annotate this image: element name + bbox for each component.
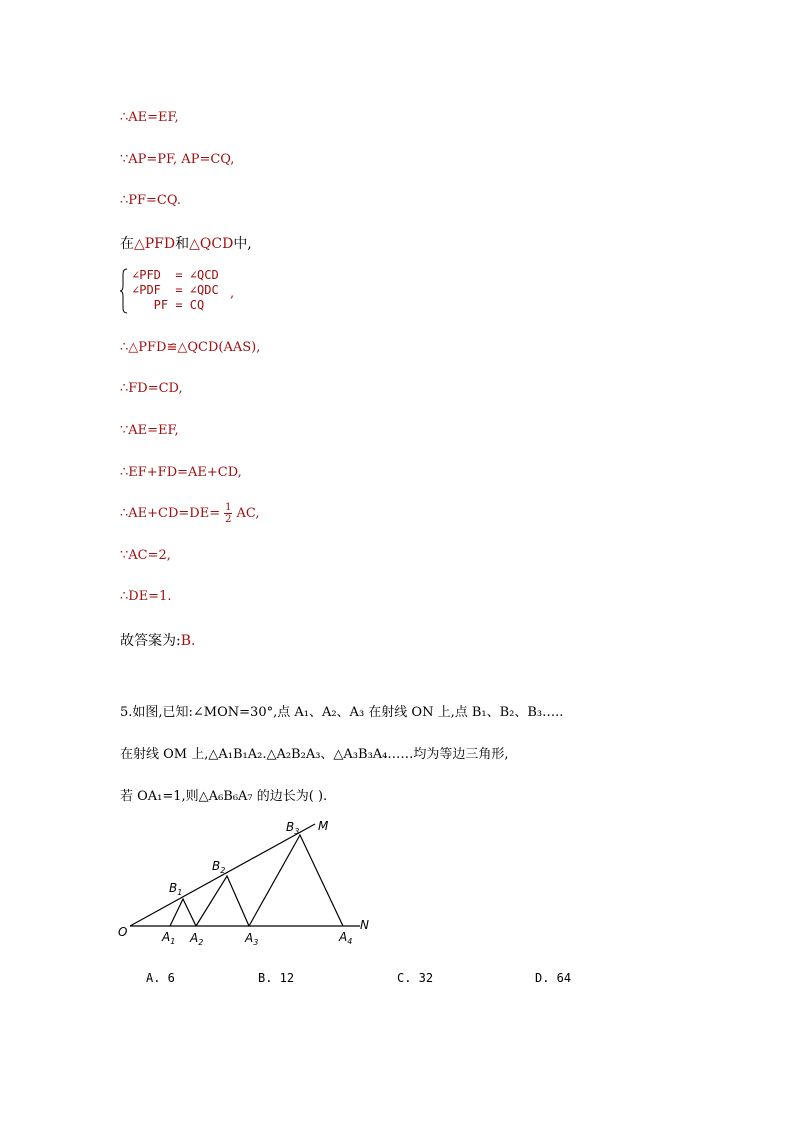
question-line-3: 若 OA₁=1,则△A₆B₆A₇ 的边长为( ). xyxy=(120,789,328,804)
option-a[interactable]: A. 6 xyxy=(146,971,175,985)
text-de-eq: ∴AE+CD=DE= xyxy=(120,506,221,521)
text-he: 和 xyxy=(175,236,190,252)
line-de-half-ac xyxy=(120,502,260,525)
label-n: N xyxy=(360,918,369,932)
text-zhong: 中, xyxy=(233,236,252,252)
label-a2: $A_2$ xyxy=(190,931,204,947)
text-answer-value: B. xyxy=(180,633,196,649)
line-pf-cq: ∴PF=CQ. xyxy=(120,193,182,208)
system-row-1: ∠PFD = ∠QCD xyxy=(132,268,219,282)
question-line-2: 在射线 OM 上,△A₁B₁A₂.△A₂B₂A₃、△A₃B₃A₄……均为等边三角形, xyxy=(120,747,509,762)
triangle-2 xyxy=(196,876,249,926)
line-ae-ef: ∴AE=EF, xyxy=(120,110,179,125)
label-b2: $B_2$ xyxy=(212,859,226,875)
label-m: M xyxy=(318,819,329,833)
line-de-1: ∴DE=1. xyxy=(120,589,172,604)
option-c[interactable]: C. 32 xyxy=(397,971,434,985)
label-a4-sub: 4 xyxy=(347,937,353,946)
text-tri-pfd: △PFD xyxy=(134,236,176,252)
fraction-numerator: 1 xyxy=(225,502,232,513)
label-a3-sub: 3 xyxy=(253,938,259,947)
triangle-1 xyxy=(170,899,196,926)
line-fd-cd: ∴FD=CD, xyxy=(120,381,183,396)
label-a1: $A_1$ xyxy=(162,930,176,946)
system-rows xyxy=(132,268,219,313)
fraction-denominator: 2 xyxy=(225,514,232,525)
line-ae-ef-2: ∵AE=EF, xyxy=(120,423,179,438)
line-sum: ∴EF+FD=AE+CD, xyxy=(120,465,242,480)
ray-om xyxy=(130,824,315,926)
label-a4: $A_4$ xyxy=(339,930,353,946)
triangle-3 xyxy=(249,835,343,926)
brace-icon xyxy=(120,268,128,314)
label-b1: $B_1$ xyxy=(169,881,183,897)
line-ac-2: ∵AC=2, xyxy=(120,548,171,563)
label-b2-sub: 2 xyxy=(220,866,226,875)
geometry-figure xyxy=(110,815,380,950)
label-a3: $A_3$ xyxy=(245,931,259,947)
label-b3: $B_3$ xyxy=(286,820,300,836)
fraction-half xyxy=(224,502,232,525)
text-zai: 在 xyxy=(120,236,134,252)
line-answer xyxy=(120,630,195,650)
line-congruent: ∴△PFD≌△QCD(AAS), xyxy=(120,340,261,355)
label-a2-sub: 2 xyxy=(198,938,204,947)
line-triangles-intro xyxy=(120,233,252,253)
option-b[interactable]: B. 12 xyxy=(258,971,295,985)
system-row-2: ∠PDF = ∠QDC xyxy=(132,283,219,297)
system-comma: , xyxy=(230,286,235,301)
label-a1-sub: 1 xyxy=(170,937,176,946)
line-ap-pf: ∵AP=PF, AP=CQ, xyxy=(120,152,235,167)
question-line-1: 5.如图,已知:∠MON=30°,点 A₁、A₂、A₃ 在射线 ON 上,点 B₁、B₂、B₃….. xyxy=(120,705,564,720)
text-answer-label: 故答案为: xyxy=(120,633,181,649)
label-o: O xyxy=(118,925,128,939)
system-row-3: PF = CQ xyxy=(132,298,205,312)
text-tri-qcd: △QCD xyxy=(189,236,234,252)
text-ac: AC, xyxy=(236,506,260,521)
option-d[interactable]: D. 64 xyxy=(535,971,572,985)
label-b3-sub: 3 xyxy=(294,827,300,836)
label-b1-sub: 1 xyxy=(177,888,183,897)
